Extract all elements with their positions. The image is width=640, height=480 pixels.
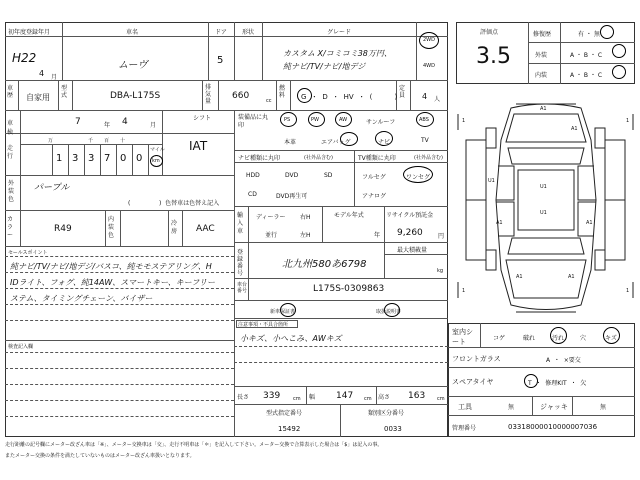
nav-hdd: HDD bbox=[246, 172, 260, 179]
equip-sunroof: サンルーフ bbox=[366, 119, 396, 126]
mileage-digit-3: 7 bbox=[104, 153, 111, 164]
car-name: ムーヴ bbox=[118, 60, 148, 71]
recycle-unit: 円 bbox=[438, 233, 445, 240]
inspection-year: 7 bbox=[75, 117, 81, 127]
width-value: 147 bbox=[336, 391, 354, 401]
drive-4wd: 4WD bbox=[423, 63, 435, 69]
manual-label: 取扱説明書 bbox=[376, 309, 402, 315]
tv-label: TV種類に丸印 bbox=[358, 155, 396, 162]
registration-value: 北九州580あ6798 bbox=[282, 259, 367, 270]
mileage-digit-header-3: 十 bbox=[120, 138, 126, 144]
mile-label: マイル bbox=[150, 147, 165, 153]
bracket-left-bottom: 1 bbox=[462, 288, 466, 294]
inspector-notes-label: 検査記入欄 bbox=[8, 344, 34, 350]
import-left-hand: 左H bbox=[300, 232, 311, 239]
inspection-label: 車検 bbox=[7, 120, 14, 136]
import-dealer: ディーラー bbox=[256, 214, 286, 221]
bracket-right-bottom: 1 bbox=[626, 288, 630, 294]
capacity-label: 定員 bbox=[399, 85, 406, 99]
car-damage-diagram bbox=[456, 100, 635, 318]
interior-grades: A ・ B ・ C bbox=[570, 72, 603, 79]
defects-text: 小キズ、小へこみ、AWキズ bbox=[240, 334, 342, 343]
damage-mark-0: A1 bbox=[540, 106, 547, 112]
mileage-digit-0: 1 bbox=[56, 153, 63, 164]
exterior-note: ( ) 色替車は色替え記入 bbox=[128, 200, 220, 207]
capacity-unit: 人 bbox=[434, 96, 441, 103]
exterior-grade-label: 外装 bbox=[535, 52, 548, 59]
equip-leather: 本革 bbox=[284, 139, 297, 146]
tv-label-note: (社外品含む) bbox=[414, 155, 443, 161]
damage-mark-3: A1 bbox=[586, 220, 593, 226]
registration-label: 登録番号 bbox=[237, 249, 244, 277]
warranty-label: 新車保証書 bbox=[270, 309, 296, 315]
displacement-unit: cc bbox=[266, 98, 272, 104]
length-value: 339 bbox=[263, 391, 281, 401]
score-value: 3.5 bbox=[476, 44, 511, 69]
equip-pw: PW bbox=[311, 117, 319, 123]
seat-option-hole: 穴 bbox=[580, 335, 587, 342]
color-code-label: カラー bbox=[7, 216, 14, 239]
damage-mark-6: U1 bbox=[540, 210, 547, 216]
mileage-digit-header-0: 万 bbox=[48, 138, 54, 144]
first-reg-era: H22 bbox=[12, 51, 37, 65]
damage-mark-4: U1 bbox=[488, 178, 495, 184]
nav-dvd-play: DVD再生可 bbox=[276, 193, 308, 200]
mileage-digit-header-1: 千 bbox=[88, 138, 94, 144]
nav-dvd: DVD bbox=[285, 172, 299, 179]
plate-type: 自家用 bbox=[26, 93, 50, 102]
exterior-label: 外装色 bbox=[8, 180, 15, 203]
seat-option-scratch: キズ bbox=[605, 335, 617, 342]
fuel-options: G ・ D ・ HV ・ ( ) bbox=[301, 93, 398, 101]
grade-label: グレード bbox=[327, 29, 352, 36]
model-label: 型式 bbox=[61, 85, 68, 99]
recycle-value: 9,260 bbox=[397, 228, 423, 238]
seat-label: 室内シート bbox=[452, 328, 473, 346]
color-code-value: R49 bbox=[54, 224, 72, 234]
max-load-unit: kg bbox=[437, 268, 444, 274]
tv-analog: アナログ bbox=[362, 193, 387, 200]
width-unit: cm bbox=[364, 396, 372, 402]
length-unit: cm bbox=[293, 396, 301, 402]
model-value: DBA-L175S bbox=[110, 91, 161, 101]
height-value: 163 bbox=[408, 391, 426, 401]
damage-mark-2: A1 bbox=[496, 220, 503, 226]
damage-mark-1: A1 bbox=[571, 126, 578, 132]
import-parallel: 並行 bbox=[265, 232, 278, 239]
length-label: 長さ bbox=[237, 394, 250, 401]
bracket-left-top: 1 bbox=[462, 118, 466, 124]
mileage-label: 走行 bbox=[7, 145, 14, 160]
door-label: ドア bbox=[215, 29, 227, 36]
nav-sd: SD bbox=[324, 172, 333, 179]
score-label: 評価点 bbox=[480, 29, 499, 36]
nav-label-note: (社外品含む) bbox=[304, 155, 333, 161]
inspection-month-unit: 月 bbox=[150, 122, 157, 129]
damage-mark-5: U1 bbox=[540, 184, 547, 190]
seat-option-burn: コゲ bbox=[493, 335, 506, 342]
tv-fullseg: フルセグ bbox=[362, 174, 386, 181]
interior-grade-label: 内装 bbox=[535, 72, 548, 79]
type-spec-value: 15492 bbox=[278, 425, 301, 433]
exterior-color: パープル bbox=[34, 183, 70, 193]
spare-label: スペアタイヤ bbox=[452, 378, 494, 386]
ac-label: 冷房 bbox=[171, 220, 178, 235]
grade-line-2: 純ナビ/TV/ナビ/地デジ bbox=[283, 62, 366, 71]
seat-option-tear: 破れ bbox=[523, 335, 536, 342]
mileage-digit-4: 0 bbox=[120, 153, 127, 164]
doors-value: 5 bbox=[217, 55, 224, 66]
displacement-label: 排気量 bbox=[205, 84, 212, 105]
height-unit: cm bbox=[437, 396, 445, 402]
recycle-label: リサイクル預託金 bbox=[386, 212, 434, 219]
equip-aw: AW bbox=[339, 117, 348, 123]
type-spec-label: 型式指定番号 bbox=[266, 410, 303, 417]
repair-label: 修復歴 bbox=[533, 31, 552, 38]
equip-airbag: エアバッグ bbox=[321, 139, 351, 146]
selling-point-line-2: IDライト、フォグ、純14AW、スマートキー、キーフリー bbox=[10, 278, 216, 287]
equipment-label: 装備品に丸印 bbox=[238, 114, 269, 129]
import-right-hand: 右H bbox=[300, 214, 311, 221]
nav-cd: CD bbox=[248, 191, 257, 198]
management-label: 管理番号 bbox=[452, 425, 477, 432]
class-number-value: 0033 bbox=[384, 425, 402, 433]
equip-tv: TV bbox=[421, 137, 429, 144]
km-label: km bbox=[152, 158, 160, 164]
windshield-label: フロントガラス bbox=[452, 355, 501, 363]
model-year-value: 年 bbox=[374, 232, 381, 239]
width-label: 幅 bbox=[309, 394, 316, 401]
shift-value: IAT bbox=[189, 139, 208, 153]
car-name-label: 車名 bbox=[126, 29, 139, 36]
jack-value: 無 bbox=[600, 404, 607, 411]
repair-options: 有 ・ 無 bbox=[578, 31, 600, 38]
footer-line-2: またメーター交換の条件を満たしていないものはメーター改ざん車扱いとなります。 bbox=[5, 453, 195, 459]
exterior-grades: A ・ B ・ C bbox=[570, 52, 603, 59]
max-load-label: 最大積載量 bbox=[397, 247, 428, 254]
first-reg-label: 初年度登録年月 bbox=[8, 29, 51, 36]
equip-ps: PS bbox=[284, 117, 291, 123]
equip-navi: ナビ bbox=[378, 139, 391, 146]
mileage-digit-5: 0 bbox=[136, 153, 143, 164]
tools-value: 無 bbox=[508, 404, 515, 411]
interior-color-label: 内装色 bbox=[108, 216, 115, 239]
selling-points-label: セールスポイント bbox=[8, 250, 48, 256]
model-year-label: モデル年式 bbox=[334, 212, 364, 219]
first-reg-month: 4 bbox=[39, 69, 45, 78]
damage-mark-8: A1 bbox=[568, 274, 575, 280]
inspection-month: 4 bbox=[122, 117, 128, 127]
chassis-value: L175S-0309863 bbox=[313, 284, 385, 294]
jack-label: ジャッキ bbox=[540, 403, 568, 411]
equip-abs: ABS bbox=[419, 117, 429, 123]
chassis-label: 車台番号 bbox=[237, 282, 248, 294]
shift-label: シフト bbox=[193, 115, 212, 122]
inspection-year-unit: 年 bbox=[104, 122, 111, 129]
grade-line-1: カスタム X/コミコミ38万円、 bbox=[283, 49, 392, 58]
fuel-label: 燃料 bbox=[279, 85, 286, 99]
nav-label: ナビ種類に丸印 bbox=[238, 155, 281, 162]
mileage-digit-header-2: 百 bbox=[104, 138, 110, 144]
tools-label: 工具 bbox=[458, 403, 472, 411]
footer-line-1: 走行距離の記号欄にメーター改ざん車は「※」、メーター交換車は「交」、走行不明車は「＊」を記入して下さい。メーター交換で合算表示した場合は「$」は記入の事。 bbox=[5, 442, 383, 448]
selling-point-line-1: 純ナビ/TV/ナビ/地デジ/バスコ、純モモステアリング、H bbox=[10, 262, 212, 271]
shape-label: 形状 bbox=[242, 29, 255, 36]
plate-label: 車歴 bbox=[7, 85, 14, 99]
tv-oneseg: ワンセグ bbox=[406, 174, 431, 181]
damage-mark-7: A1 bbox=[516, 274, 523, 280]
capacity-value: 4 bbox=[422, 92, 428, 101]
mileage-digit-2: 3 bbox=[88, 153, 95, 164]
management-value: 03318000010000007036 bbox=[508, 423, 598, 431]
seat-option-stain: 汚れ bbox=[552, 335, 565, 342]
windshield-value: A ・ ×要交 bbox=[546, 357, 581, 364]
first-reg-month-unit: 月 bbox=[51, 74, 58, 81]
drive-2wd: 2WD bbox=[423, 37, 435, 43]
height-label: 高さ bbox=[378, 394, 391, 401]
spare-value: T ・ 修理KIT ・ 欠 bbox=[528, 380, 587, 387]
ac-value: AAC bbox=[196, 224, 215, 234]
defects-label: 注意事項・不具合箇所 bbox=[238, 322, 289, 328]
bracket-right-top: 1 bbox=[626, 118, 630, 124]
mileage-digit-1: 3 bbox=[72, 153, 79, 164]
class-number-label: 類別区分番号 bbox=[368, 410, 405, 417]
import-label: 輸入車 bbox=[237, 212, 244, 235]
selling-point-line-3: ステム、タイミングチェーン、バイザー bbox=[10, 294, 153, 303]
displacement-value: 660 bbox=[232, 91, 250, 101]
